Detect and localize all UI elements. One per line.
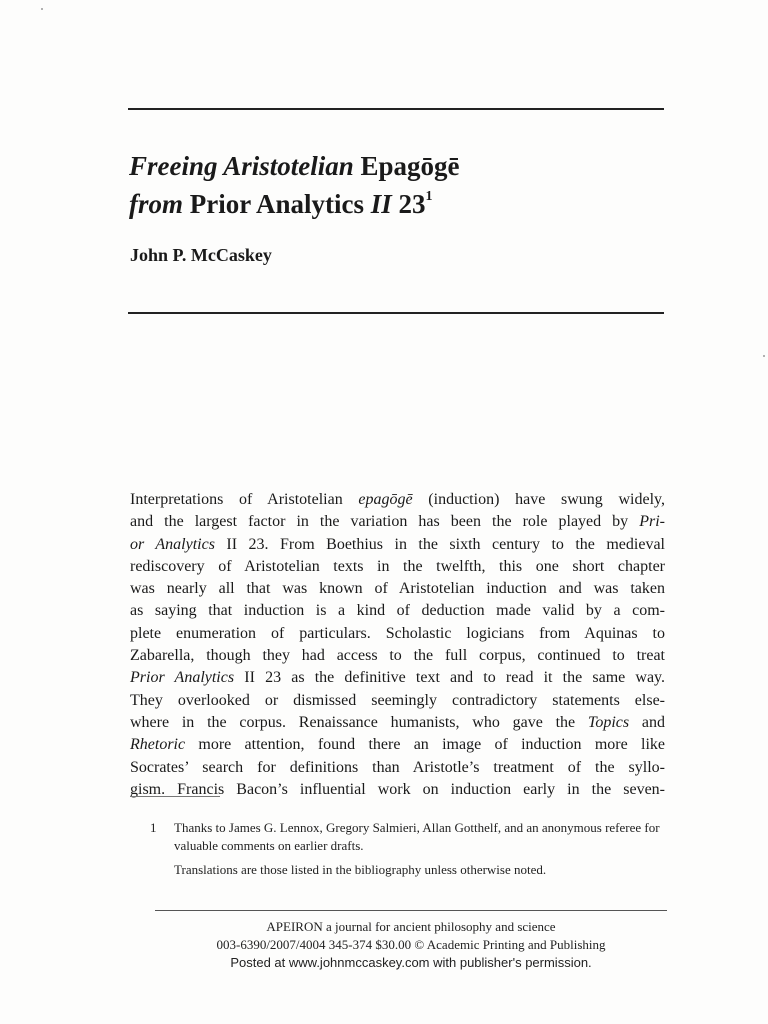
title-greek-term: Epagōgē: [360, 151, 460, 181]
body-line: where in the corpus. Renaissance humanists, who gave the Topics and: [130, 713, 665, 731]
body-line: They overlooked or dismissed seemingly contradictory statements else-: [130, 691, 665, 709]
body-line: as saying that induction is a kind of deduction made valid by a com-: [130, 602, 665, 620]
title-italic-part: Freeing Aristotelian: [129, 151, 354, 181]
author-name: John P. McCaskey: [130, 245, 272, 265]
footnote-text: Thanks to James G. Lennox, Gregory Salmieri, Allan Gotthelf, and an anonymous referee for valuable comments on earlier drafts.: [174, 820, 660, 853]
translation-note: Translations are those listed in the bibliography unless otherwise noted.: [174, 862, 547, 877]
title-footnote-ref[interactable]: 1: [425, 189, 433, 204]
footnote-separator: [130, 796, 220, 797]
top-rule: [128, 108, 664, 110]
body-paragraph: [130, 489, 665, 801]
title-from: from: [129, 189, 183, 219]
body-line: or Analytics II 23. From Boethius in the sixth century to the medieval: [130, 535, 666, 553]
body-line: was nearly all that was known of Aristotelian induction and was taken: [130, 580, 665, 598]
body-line: Rhetoric more attention, found there an image of induction more like: [130, 736, 665, 754]
scan-speck: [41, 8, 43, 10]
permission-notice: Posted at www.johnmccaskey.com with publisher's permission.: [230, 955, 592, 970]
title-chapter-number: 23: [398, 189, 426, 219]
body-line: Socrates’ search for definitions than Aristotle’s treatment of the syllo-: [130, 758, 665, 776]
body-line: Interpretations of Aristotelian epagōgē (induction) have swung widely,: [130, 491, 665, 508]
italic-term: or Analytics: [130, 535, 215, 553]
scan-speck: [763, 355, 765, 357]
italic-term: Rhetoric: [130, 736, 186, 754]
body-line: plete enumeration of particulars. Scholastic logicians from Aquinas to: [130, 624, 665, 642]
title-line-1: [129, 150, 689, 183]
italic-term: epagōgē: [358, 491, 413, 508]
body-line: and the largest factor in the variation has been the role played by Pri-: [130, 513, 665, 531]
journal-name-line: APEIRON a journal for ancient philosophy and science: [266, 919, 556, 934]
footnote-number: 1: [150, 820, 157, 835]
body-line: Prior Analytics II 23 as the definitive text and to read it the same way.: [130, 669, 666, 687]
journal-citation-line: 003-6390/2007/4004 345-374 $30.00 © Academic Printing and Publishing: [216, 937, 606, 952]
italic-term: Pri-: [639, 513, 665, 531]
body-line: rediscovery of Aristotelian texts in the twelfth, this one short chapter: [130, 557, 665, 575]
body-line: gism. Francis Bacon’s influential work on induction early in the seven-: [130, 780, 665, 798]
italic-term: Prior Analytics: [130, 669, 235, 687]
title-line-2: [129, 183, 689, 221]
body-line: Zabarella, though they had access to the full corpus, continued to treat: [130, 647, 665, 665]
footnote: [150, 819, 670, 879]
journal-info: [155, 918, 667, 954]
header-bottom-rule: [128, 312, 664, 314]
title-work-name: Prior Analytics: [189, 189, 364, 219]
article-title: [129, 150, 689, 221]
journal-rule: [155, 910, 667, 911]
title-book-number: II: [370, 189, 392, 219]
italic-term: Topics: [587, 713, 630, 731]
